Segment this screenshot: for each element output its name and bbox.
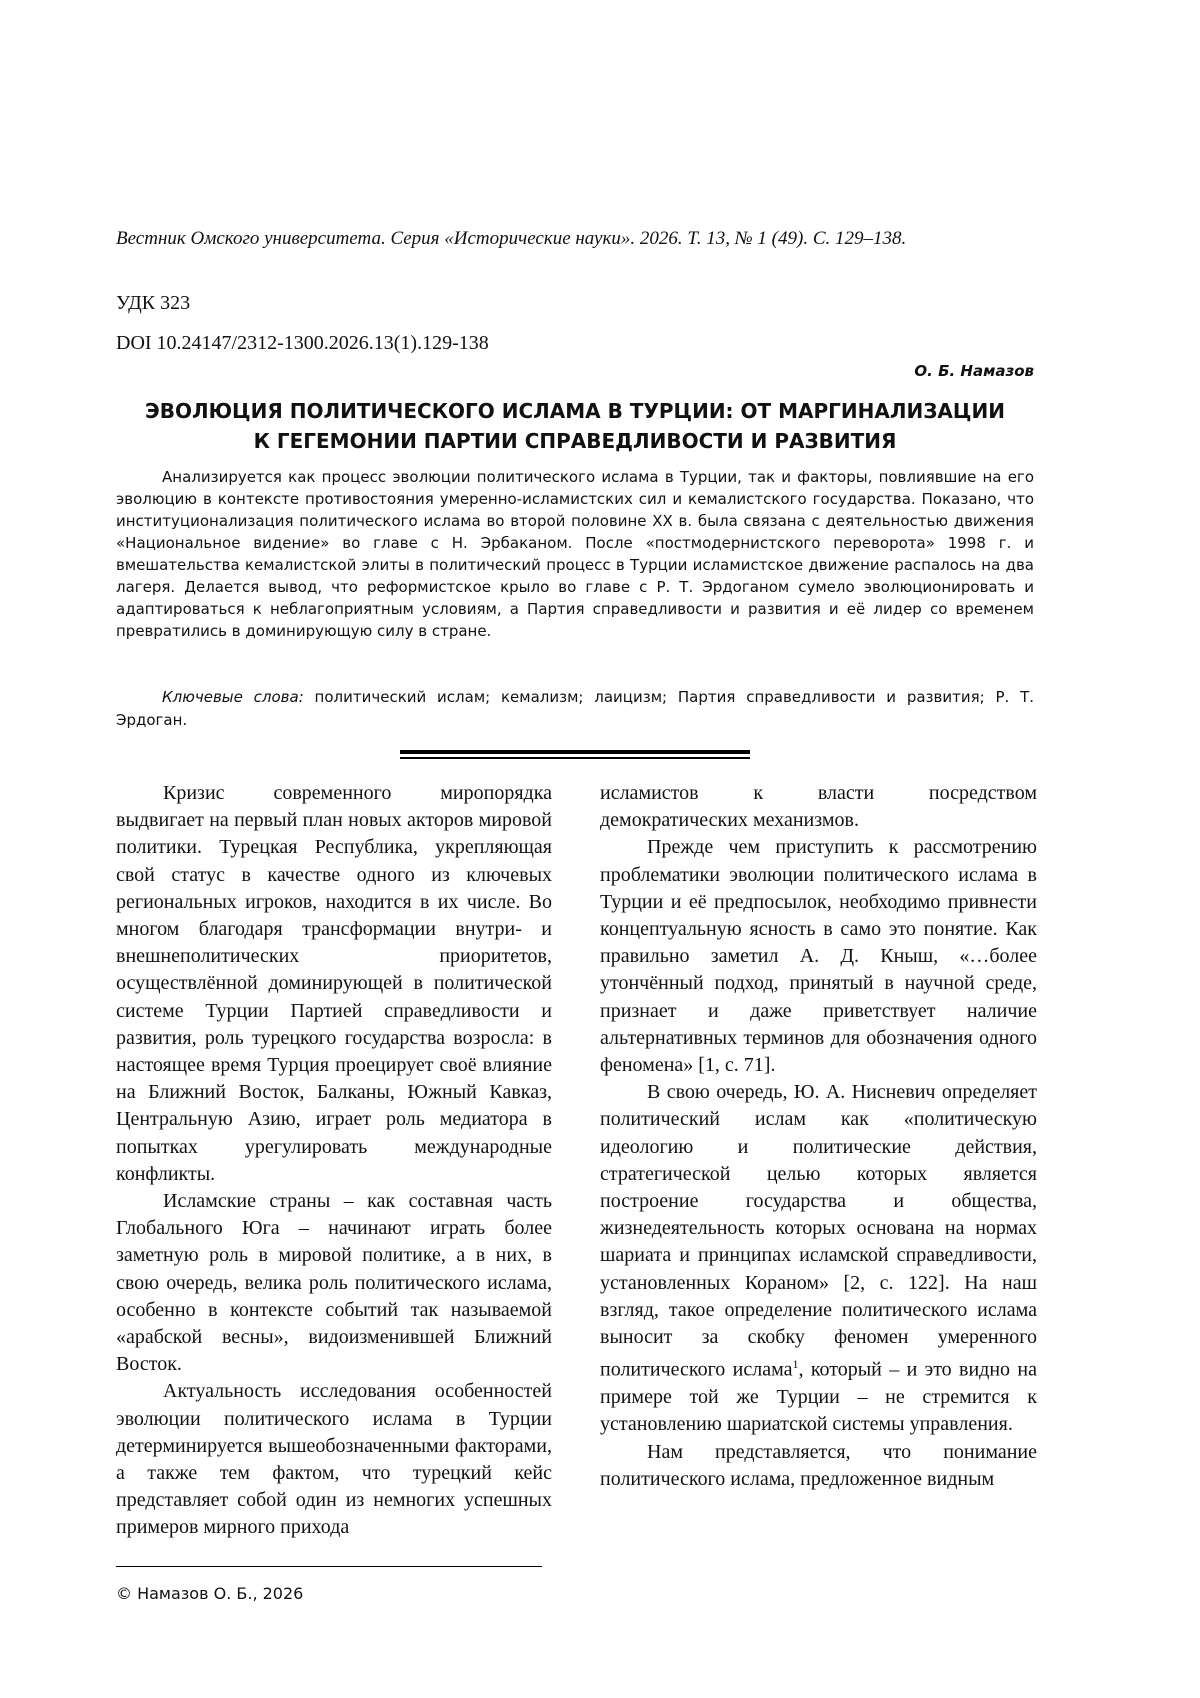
doi: DOI 10.24147/2312-1300.2026.13(1).129-138 [116,332,489,354]
title-line-2: К ГЕГЕМОНИИ ПАРТИИ СПРАВЕДЛИВОСТИ И РАЗВИТИЯ [253,429,897,453]
keywords-text: политический ислам; кемализм; лаицизм; Партия справедливости и развития; Р. Т. Эрдоган. [116,688,1035,729]
title-line-1: ЭВОЛЮЦИЯ ПОЛИТИЧЕСКОГО ИСЛАМА В ТУРЦИИ: ОТ МАРГИНАЛИЗАЦИИ [145,399,1005,423]
paragraph-text: , который – и это видно на примере той же Турции – не стремится к установлению шариатской системы управления. [600,1358,1037,1436]
body-paragraph: Актуальность исследования особенностей эволюции политического ислама в Турции детерминируется вышеобозначенными факторами, а также тем фактом, что турецкий кейс представляет собой один из немногих успешных примеров мирного прихода [116,1380,552,1539]
body-paragraph-continued: исламистов к власти посредством демократических механизмов. [600,782,1037,832]
udc-code: УДК 323 [116,292,191,314]
body-column-right [600,780,1037,1493]
section-divider-thick [400,750,750,754]
body-paragraph: Нам представляется, что понимание политического ислама, предложенное видным [600,1440,1037,1490]
keywords-label: Ключевые слова: [162,688,304,706]
body-paragraph: Исламские страны – как составная часть Глобального Юга – начинают играть более заметную роль в мировой политике, а в них, в свою очередь, велика роль политического ислама, особенно в контексте событий так называемой «арабской весны», видоизменившей Ближний Восток. [116,1190,552,1376]
body-paragraph: Кризис современного миропорядка выдвигает на первый план новых акторов мировой политики. Турецкая Республика, укрепляющая свой статус в качестве одного из ключевых региональных игроков, находится в их числе. Во многом благодаря трансформации внутри- и внешнеполитических приоритетов, осуществлённой доминирующей в политической системе Турции Партией справедливости и развития, роль турецкого государства возросла: в настоящее время Турция проецирует своё влияние на Ближний Восток, Балканы, Южный Кавказ, Центральную Азию, играет роль медиатора в попытках урегулировать международные конфликты. [116,782,552,1185]
body-paragraph: Прежде чем приступить к рассмотрению проблематики эволюции политического ислама в Турции и её предпосылок, необходимо привнести концептуальную ясность в само это понятие. Как правильно заметил А. Д. Кныш, «…более утончённый подход, принятый в научной среде, признает и даже приветствует наличие альтернативных терминов для обозначения одного феномена» [1, с. 71]. [600,836,1037,1077]
body-column-left [116,780,552,1542]
keywords [116,686,1034,732]
journal-citation: Вестник Омского университета. Серия «Исторические науки». 2026. Т. 13, № 1 (49). С. 129–138. [116,228,907,249]
footnote-divider [116,1566,542,1567]
footnote-marker[interactable]: 1 [792,1357,799,1372]
abstract: Анализируется как процесс эволюции политического ислама в Турции, так и факторы, повлиявшие на его эволюцию в контексте противостояния умеренно-исламистских сил и кемалистского государства. Показано, что институционализация политического ислама во второй половине XX в. была связана с деятельностью движения «Национальное видение» во главе с Н. Эрбаканом. После «постмодернистского переворота» 1998 г. и вмешательства кемалистской элиты в политический процесс в Турции исламистское движение распалось на два лагеря. Делается вывод, что реформистское крыло во главе с Р. Т. Эрдоганом сумело эволюционировать и адаптироваться к неблагоприятным условиям, а Партия справедливости и развития и её лидер со временем превратились в доминирующую силу в стране. [116,468,1034,640]
paragraph-text: В свою очередь, Ю. А. Нисневич определяет политический ислам как «политическую идеологию и политические действия, стратегической целью которых является построение государства и общества, жизнедеятельность которых основана на нормах шариата и принципах исламской справедливости, установленных Кораном» [2, с. 122]. На наш взгляд, такое определение политического ислама выносит за скобку феномен умеренного политического ислама [600,1081,1037,1381]
article-title [116,396,1034,456]
author-name: О. Б. Намазов [914,362,1034,380]
body-paragraph [600,1079,1037,1438]
section-divider-thin [400,757,750,759]
copyright-notice: © Намазов О. Б., 2026 [116,1584,304,1603]
